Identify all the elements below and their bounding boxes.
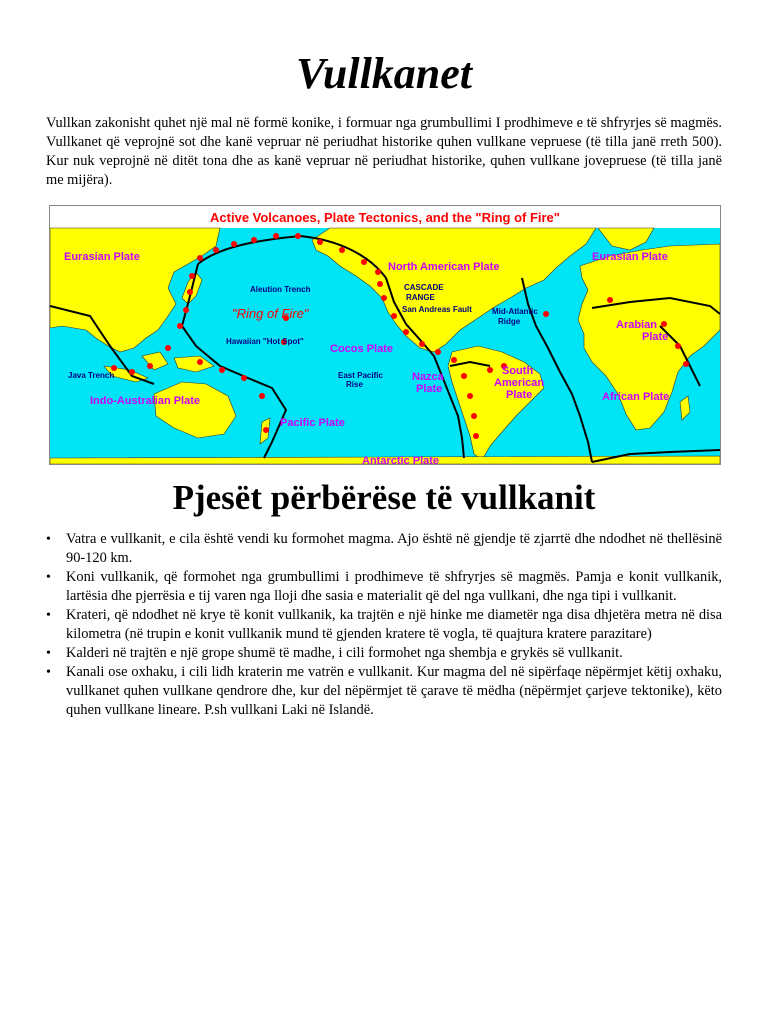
list-item-text: Vatra e vullkanit, e cila është vendi ku formohet magma. Ajo është në gjendje të zjarrtë dhe ndodhet në thellësinë 90-120 km. (66, 531, 722, 566)
label-african-plate: African Plate (602, 391, 670, 403)
list-item-text: Kanali ose oxhaku, i cili lidh kraterin me vatrën e vullkanit. Kur magma del në sipërfaqe nëpërmjet këtij oxhaku, vullkanet quhen vullkane qendrore dhe, kur del nëpërmjet të çarave të mëdha (nëpërmjet çarjeve tektonike), këto quhen vullkane lineare. P.sh vullkani Laki në Islandë. (66, 664, 722, 718)
volcano-dot (317, 239, 323, 245)
volcano-dot (461, 373, 467, 379)
volcano-dot (375, 269, 381, 275)
volcano-parts-list (46, 530, 722, 720)
label-cascade-range-2: RANGE (406, 293, 435, 302)
label-arabian-plate-1: Arabian (616, 319, 657, 331)
volcano-dot (403, 329, 409, 335)
list-item (46, 606, 722, 644)
label-eurasian-plate-left: Eurasian Plate (64, 251, 140, 263)
bullet-glyph: • (46, 532, 51, 547)
volcano-dot (241, 375, 247, 381)
volcano-dot (471, 413, 477, 419)
label-arabian-plate-2: Plate (642, 331, 669, 343)
label-east-pacific-rise-1: East Pacific (338, 371, 383, 380)
volcano-dot (391, 313, 397, 319)
section-heading: Pjesët përbërëse të vullkanit (172, 478, 596, 517)
volcano-dot (451, 357, 457, 363)
list-item (46, 568, 722, 606)
list-item-text: Krateri, që ndodhet në krye të konit vullkanik, ka trajtën e një hinke me diametër nga disa dhjetëra metra në disa kilometra (në trupin e konit vullkanik mund të gjenden kratere të vogla, të quajtura kratere parazitare) (66, 607, 722, 642)
label-south-american-plate-3: Plate (506, 389, 533, 401)
volcano-dot (213, 247, 219, 253)
volcano-dot (147, 363, 153, 369)
label-aleutian-trench: Aleution Trench (250, 285, 311, 294)
label-east-pacific-rise-2: Rise (346, 380, 363, 389)
label-indo-australian-plate: Indo-Australian Plate (90, 395, 201, 407)
volcano-plate-map (49, 205, 721, 465)
label-mid-atlantic-ridge-2: Ridge (498, 317, 521, 326)
volcano-dot (339, 247, 345, 253)
label-java-trench: Java Trench (68, 371, 115, 380)
document-title: Vullkanet (295, 49, 473, 98)
volcano-dot (197, 359, 203, 365)
volcano-dot (675, 343, 681, 349)
volcano-dot (377, 281, 383, 287)
volcano-dot (607, 297, 613, 303)
volcano-dot (263, 427, 269, 433)
volcano-dot (251, 237, 257, 243)
label-south-american-plate-2: American (494, 377, 545, 389)
volcano-dot (231, 241, 237, 247)
volcano-dot (487, 367, 493, 373)
volcano-dot (259, 393, 265, 399)
volcano-dot (683, 361, 689, 367)
label-antarctic-plate: Antarctic Plate (362, 455, 440, 464)
volcano-dot (187, 289, 193, 295)
volcano-dot (129, 369, 135, 375)
volcano-dot (197, 255, 203, 261)
map-title: Active Volcanoes, Plate Tectonics, and the "Ring of Fire" (210, 210, 560, 225)
list-item (46, 644, 722, 663)
bullet-glyph: • (46, 570, 51, 585)
volcano-dot (219, 367, 225, 373)
list-item-text: Kalderi në trajtën e një grope shumë të madhe, i cili formohet nga shembja e grykës së vullkanit. (66, 645, 623, 661)
list-item (46, 530, 722, 568)
list-item (46, 663, 722, 720)
volcano-dot (419, 341, 425, 347)
label-ring-of-fire: "Ring of Fire" (232, 306, 309, 321)
volcano-dot (381, 295, 387, 301)
label-hawaiian-hot-spot: Hawaiian "Hot Spot" (226, 337, 304, 346)
label-nazca-plate-1: Nazca (412, 371, 444, 383)
bullet-glyph: • (46, 665, 51, 680)
label-eurasian-plate-right: Eurasian Plate (592, 251, 668, 263)
intro-paragraph: Vullkan zakonisht quhet një mal në formë konike, i formuar nga grumbullimi I prodhimeve e të shfryrjes së magmës. Vullkanet që veprojnë sot dhe kanë vepruar në periudhat historike quhen vullkane vepruese (të tilla janë rreth 500). Kur nuk veprojnë në ditët tona dhe as kanë vepruar në periudhat historike, quhen vullkane jovepruese (të tilla janë me mijëra). (46, 115, 722, 188)
label-cocos-plate: Cocos Plate (330, 343, 393, 355)
label-san-andreas-fault: San Andreas Fault (402, 305, 472, 314)
volcano-dot (467, 393, 473, 399)
label-nazca-plate-2: Plate (416, 383, 443, 395)
label-north-american-plate: North American Plate (388, 261, 500, 273)
volcano-dot (295, 233, 301, 239)
volcano-dot (473, 433, 479, 439)
volcano-dot (189, 273, 195, 279)
volcano-dot (273, 233, 279, 239)
list-item-text: Koni vullkanik, që formohet nga grumbullimi i prodhimeve të shfryrjes së magmës. Pamja e konit vullkanik, lartësia dhe pjerrësia e tij varen nga lloji dhe sasia e materialit që del nga vullkani, dhe nga tipi i vullkanit. (66, 569, 722, 604)
volcano-dot (661, 321, 667, 327)
label-mid-atlantic-ridge-1: Mid-Atlantic (492, 307, 538, 316)
volcano-dot (177, 323, 183, 329)
volcano-dot (435, 349, 441, 355)
label-cascade-range-1: CASCADE (404, 283, 444, 292)
volcano-dot (543, 311, 549, 317)
bullet-glyph: • (46, 646, 51, 661)
label-pacific-plate: Pacific Plate (280, 417, 345, 429)
map-svg (50, 206, 720, 464)
label-south-american-plate-1: South (502, 365, 534, 377)
volcano-dot (361, 259, 367, 265)
bullet-glyph: • (46, 608, 51, 623)
volcano-dot (165, 345, 171, 351)
volcano-dot (183, 307, 189, 313)
